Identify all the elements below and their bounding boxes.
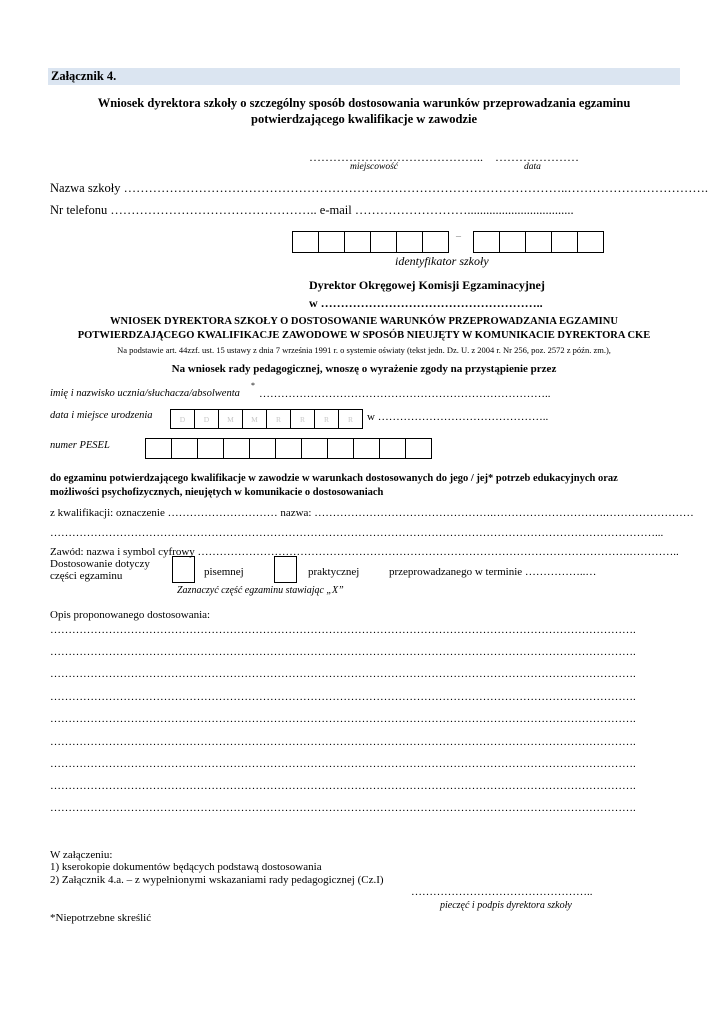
request-heading2: POTWIERDZAJĄCEGO KWALIFIKACJE ZAWODOWE W SPOSÓB NIEUJĘTY W KOMUNIKACIE DYREKTORA CKE <box>77 330 651 341</box>
pesel-box[interactable] <box>249 438 276 459</box>
birth-date-box[interactable]: M <box>218 409 243 429</box>
description-label: Opis proponowanego dostosowania: <box>50 609 211 621</box>
id-box[interactable] <box>422 231 449 253</box>
form-title-line1: Wniosek dyrektora szkoły o szczególny sposób dostosowania warunków przeprowadzania egzaminu <box>97 96 631 110</box>
birth-date-box[interactable]: R <box>266 409 291 429</box>
attachment-item-2: 2) Załącznik 4.a. – z wypełnionymi wskazaniami rady pedagogicznej (Cz.I) <box>50 874 384 886</box>
pesel-box[interactable] <box>223 438 250 459</box>
parts-label-line2: części egzaminu <box>50 570 123 582</box>
pesel-box[interactable] <box>197 438 224 459</box>
pesel-boxes <box>145 438 432 459</box>
id-box[interactable] <box>525 231 552 253</box>
school-id-boxes-left <box>292 231 449 253</box>
birth-place-field[interactable]: w ……………………………………….. <box>367 411 549 423</box>
birth-date-box[interactable]: M <box>242 409 267 429</box>
birth-date-boxes <box>170 409 363 429</box>
place-field[interactable]: …………………………………….. <box>309 150 483 164</box>
form-title-line2: potwierdzającego kwalifikacje w zawodzie <box>251 112 477 126</box>
profession-field[interactable]: Zawód: nazwa i symbol cyfrowy ……………………………………………………………………………………………………….………….. <box>50 546 679 558</box>
id-box[interactable] <box>499 231 526 253</box>
birth-date-label: data i miejsce urodzenia <box>50 410 153 421</box>
parts-label-line1: Dostosowanie dotyczy <box>50 558 150 570</box>
description-line[interactable]: ……………………………………………………………………………………………………………………………………………. <box>50 758 636 770</box>
birth-date-box[interactable]: D <box>170 409 195 429</box>
id-separator: – <box>456 231 461 242</box>
exam-text-line1: do egzaminu potwierdzającego kwalifikacje w zawodzie w warunkach dostosowanych do jego / jej* potrzeb edukacyjnych oraz <box>50 473 618 484</box>
written-part-label: pisemnej <box>204 566 244 578</box>
student-name-field[interactable]: …………………………………………………………………….. <box>259 388 551 400</box>
phone-email-field[interactable]: Nr telefonu ………………………………………….. e-mail ……………………….................................. <box>50 203 574 217</box>
id-box[interactable] <box>318 231 345 253</box>
student-name-label: imię i nazwisko ucznia/słuchacza/absolwenta <box>50 388 240 399</box>
id-box[interactable] <box>577 231 604 253</box>
description-line[interactable]: ……………………………………………………………………………………………………………………………………………. <box>50 624 636 636</box>
id-box[interactable] <box>396 231 423 253</box>
signature-label: pieczęć i podpis dyrektora szkoły <box>440 900 572 911</box>
pesel-box[interactable] <box>353 438 380 459</box>
asterisk-mark: * <box>251 381 255 390</box>
school-id-boxes-right <box>473 231 604 253</box>
annex-header-bar <box>48 68 680 85</box>
birth-date-box[interactable]: R <box>314 409 339 429</box>
pesel-box[interactable] <box>171 438 198 459</box>
annex-label: Załącznik 4. <box>51 69 117 83</box>
birth-date-box[interactable]: D <box>194 409 219 429</box>
qualification-field-cont[interactable]: …………………………………………………………………………………………………………………………………………………... <box>50 527 664 539</box>
pesel-box[interactable] <box>275 438 302 459</box>
description-line[interactable]: ……………………………………………………………………………………………………………………………………………. <box>50 646 636 658</box>
practical-part-label: praktycznej <box>308 566 360 578</box>
id-box[interactable] <box>370 231 397 253</box>
pesel-box[interactable] <box>327 438 354 459</box>
description-line[interactable]: ……………………………………………………………………………………………………………………………………………. <box>50 713 636 725</box>
description-line[interactable]: ……………………………………………………………………………………………………………………………………………. <box>50 691 636 703</box>
school-id-label: identyfikator szkoły <box>395 254 489 268</box>
pesel-label: numer PESEL <box>50 440 110 451</box>
signature-field[interactable]: ………………………………………….. <box>411 886 593 898</box>
attachment-item-1: 1) kserokopie dokumentów będących podstawą dostosowania <box>50 861 322 873</box>
attachments-heading: W załączeniu: <box>50 849 113 861</box>
pesel-box[interactable] <box>405 438 432 459</box>
description-line[interactable]: ……………………………………………………………………………………………………………………………………………. <box>50 802 636 814</box>
date-label: data <box>524 162 541 172</box>
written-part-checkbox[interactable] <box>172 556 195 583</box>
place-label: miejscowość <box>350 162 399 172</box>
pesel-box[interactable] <box>145 438 172 459</box>
consent-text: Na wniosek rady pedagogicznej, wnoszę o wyrażenie zgody na przystąpienie przez <box>171 363 557 375</box>
date-field[interactable]: ………………… <box>495 150 579 164</box>
id-box[interactable] <box>473 231 500 253</box>
school-name-field[interactable]: Nazwa szkoły ……………………………………………………………………………………………..……………………………. <box>50 181 708 195</box>
birth-date-box[interactable]: R <box>290 409 315 429</box>
addressee-line1: Dyrektor Okręgowej Komisji Egzaminacyjnej <box>309 278 545 292</box>
id-box[interactable] <box>344 231 371 253</box>
birth-date-box[interactable]: R <box>338 409 363 429</box>
id-box[interactable] <box>292 231 319 253</box>
qualification-field[interactable]: z kwalifikacji: oznaczenie ………………………… nazwa: ………………………………………….………………………….…………………… <box>50 507 694 519</box>
description-line[interactable]: ……………………………………………………………………………………………………………………………………………. <box>50 780 636 792</box>
exam-text-line2: możliwości psychofizycznych, nieujętych w komunikacie o dostosowaniach <box>50 487 384 498</box>
pesel-box[interactable] <box>379 438 406 459</box>
request-heading1: WNIOSEK DYREKTORA SZKOŁY O DOSTOSOWANIE WARUNKÓW PRZEPROWADZANIA EGZAMINU <box>110 316 618 327</box>
addressee-line2[interactable]: w ……………………………………………….. <box>309 296 543 310</box>
description-line[interactable]: ……………………………………………………………………………………………………………………………………………. <box>50 736 636 748</box>
practical-part-checkbox[interactable] <box>274 556 297 583</box>
mark-hint: Zaznaczyć część egzaminu stawiając „X” <box>177 585 344 596</box>
description-line[interactable]: ……………………………………………………………………………………………………………………………………………. <box>50 668 636 680</box>
legal-basis: Na podstawie art. 44zzf. ust. 15 ustawy z dnia 7 września 1991 r. o systemie oświaty (tekst jedn. Dz. U. z 2004 r. Nr 256, poz. 2572 z późn. zm.), <box>117 345 611 355</box>
pesel-box[interactable] <box>301 438 328 459</box>
footnote: *Niepotrzebne skreślić <box>50 912 152 924</box>
exam-term-field[interactable]: przeprowadzanego w terminie ……………..… <box>389 566 597 578</box>
id-box[interactable] <box>551 231 578 253</box>
